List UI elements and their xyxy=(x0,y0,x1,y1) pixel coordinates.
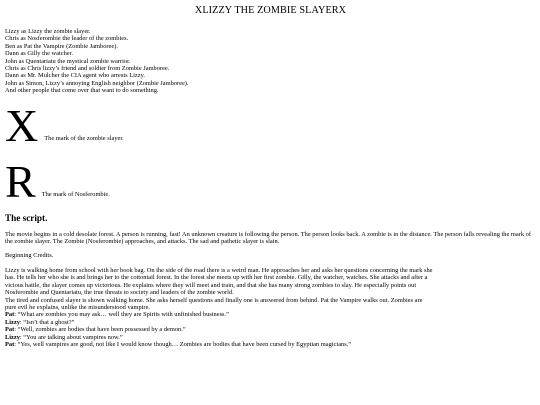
speaker-name: Lizzy xyxy=(5,333,20,341)
cast-line: John as Simon, Lizzy’s annoying English neighbor (Zombie Jamboree). xyxy=(5,79,189,87)
speaker-name: Pat xyxy=(5,326,15,334)
scene-line: Lizzy is walking home from school with her book bag. On the side of the road there is a weird man. He approaches her and asks her questions concerning the mark she xyxy=(5,266,433,274)
cast-list xyxy=(5,28,536,95)
scene-line: vicious battle, the slayer comes up victorious. He explains where they will meet and train, and that she has many strong zombies to slay. He especially points out xyxy=(5,281,417,289)
dialogue-line xyxy=(5,319,536,326)
nosferombie-mark xyxy=(5,155,536,207)
cast-line: John as Quentariatu the mystical zombie warrior. xyxy=(5,57,131,65)
zombie-slayer-mark xyxy=(5,99,536,151)
scene-line: Nosferombie and Quentariatu, the true threats to society and leaders of the zombie world. xyxy=(5,289,234,297)
speaker-name: Pat xyxy=(5,311,15,319)
speaker-name: Pat xyxy=(5,340,15,348)
script-heading: The script. xyxy=(5,212,48,223)
document-page xyxy=(5,0,536,348)
cast-line: Chris as Chris lizzy’s friend and soldier from Zombie Jamboree. xyxy=(5,65,170,73)
scene-paragraph xyxy=(5,267,536,311)
dialogue-line xyxy=(5,311,536,318)
scene-line: has. He tells her who she is and brings her to the cottontail forest. In the forest she meets up with her first zombie. Gilly, the watcher, watches. She attacks and after a xyxy=(5,274,428,282)
mark-letter-r: R xyxy=(5,155,36,207)
mark-caption: The mark of Nosferombie. xyxy=(41,191,110,199)
credits-line: Beginning Credits. xyxy=(5,252,54,260)
dialogue-text: : “Yes, well vampires are good, not like I would know though… Zombies are bodies that have been cursed by Egyptian magicians.” xyxy=(14,340,352,348)
dialogue-block xyxy=(5,311,536,348)
dialogue-text: : “Isn’t that a ghost?” xyxy=(19,318,75,326)
dialogue-text: : “Well, zombies are bodies that have been possessed by a demon.” xyxy=(14,326,186,334)
opening-paragraph: The movie begins in a cold desolate forest. A person is running, fast! An unknown creature is following the person. The person looks back. A zombie is in the distance. The person falls revealing the mark of the zombie slayer. The Zombie (Nosferombie) approaches, and attacks. The sad and pathetic slayer is slain. xyxy=(5,230,531,246)
dialogue-line xyxy=(5,334,536,341)
document-title: XLIZZY THE ZOMBIE SLAYERX xyxy=(194,5,347,16)
speaker-name: Lizzy xyxy=(5,318,20,326)
mark-letter-x: X xyxy=(5,99,39,151)
cast-line: Dann as Mr. Mulcher the CIA agent who arrests Lizzy. xyxy=(5,72,145,80)
dialogue-line xyxy=(5,326,536,333)
cast-line: Dann as Gilly the watcher. xyxy=(5,50,73,58)
scene-line: pure evil he explains, unlike the misunderstood vampire. xyxy=(5,303,150,311)
scene-line: The tired and confused slayer is shown walking home. She asks herself questions and finally one is answered from behind. Pat the Vampire walks out. Zombies are xyxy=(5,296,423,304)
cast-line: Chris as Nosferombie the leader of the zombies. xyxy=(5,35,129,43)
cast-line: And other people that come over that want to do something. xyxy=(5,87,159,95)
dialogue-line xyxy=(5,341,536,348)
mark-caption: The mark of the zombie slayer. xyxy=(44,135,124,143)
cast-line: Lizzy as Lizzy the zombie slayer. xyxy=(5,28,91,35)
dialogue-text: : “What are zombies you may ask… well they are Spirits with unfinished business.” xyxy=(14,311,229,319)
dialogue-text: : “You are talking about vampires now.” xyxy=(19,333,123,341)
cast-line: Ben as Pat the Vampire (Zombie Jamboree). xyxy=(5,42,118,50)
